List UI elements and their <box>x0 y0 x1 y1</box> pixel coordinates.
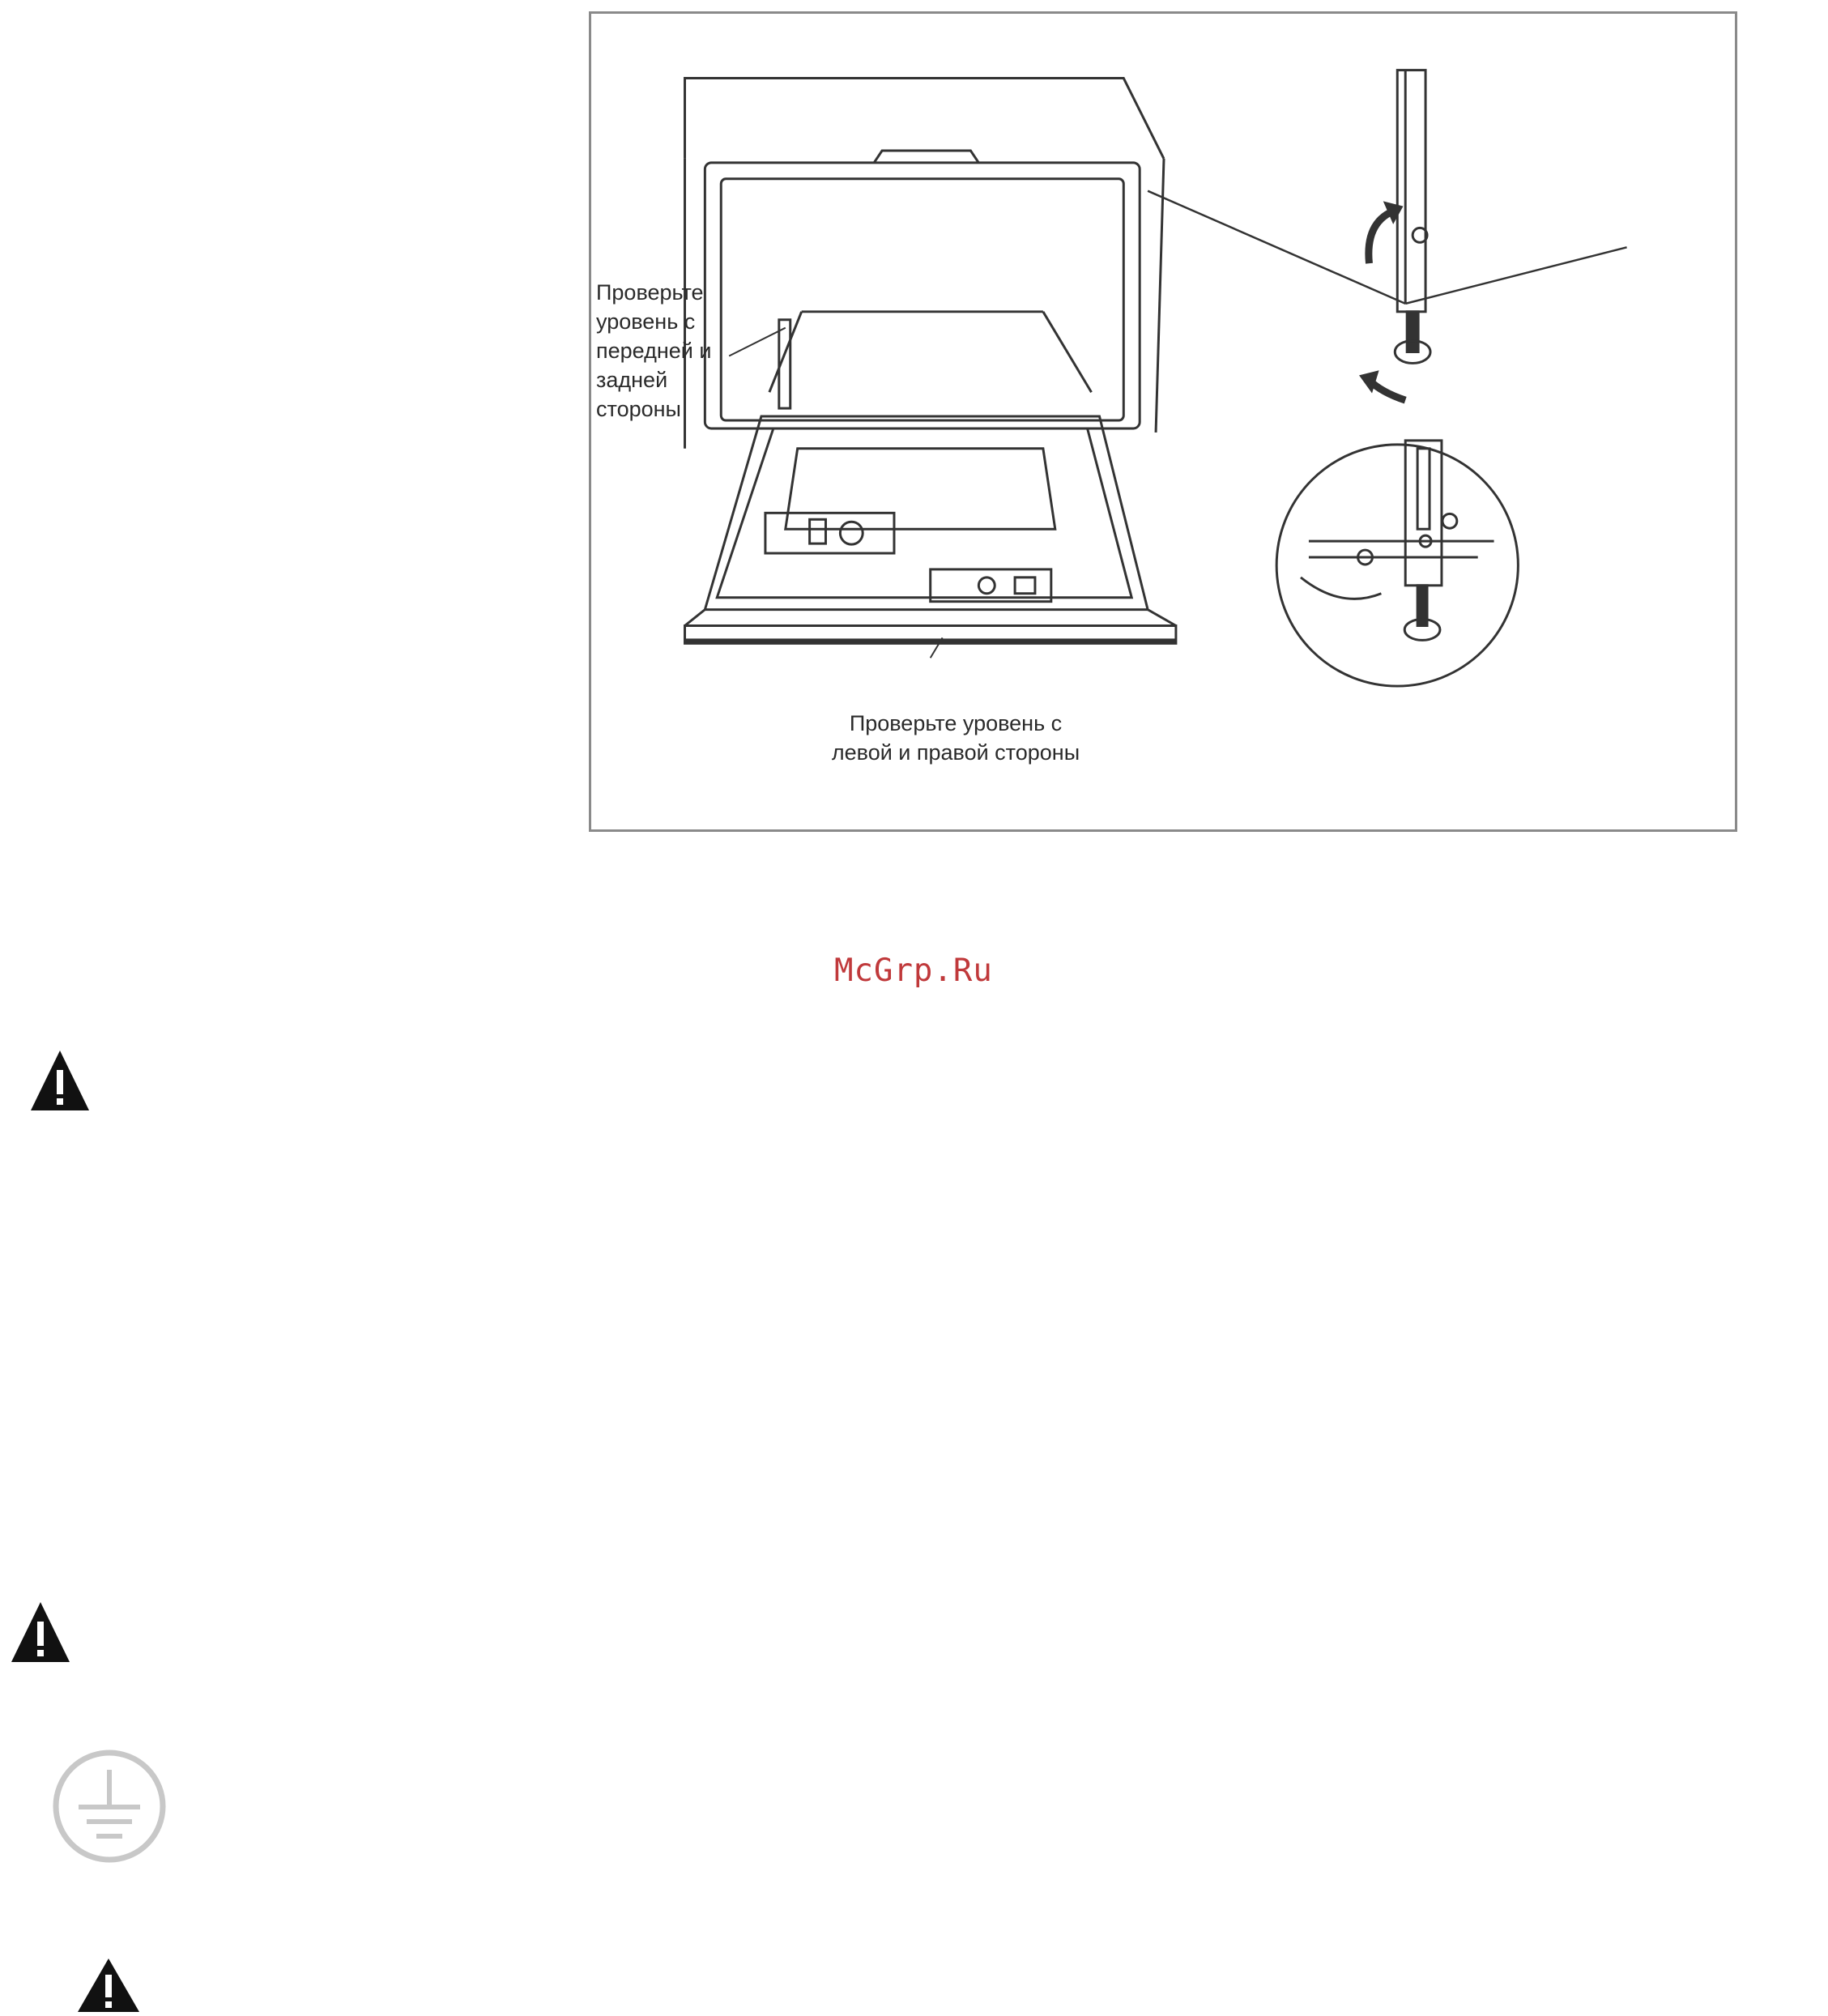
installation-figure <box>589 11 1737 832</box>
warning-triangle-icon <box>76 1957 141 2012</box>
label-check-left-right-level: Проверьте уровень с левой и правой стороны <box>831 711 1080 765</box>
watermark: McGrp.Ru <box>834 953 993 989</box>
ground-symbol-icon <box>50 1747 168 1865</box>
dishwasher-leveling-illustration <box>591 14 1735 829</box>
label-check-front-back-level: Проверьте уровень с передней и задней стороны <box>596 280 712 421</box>
warning-triangle-icon <box>8 1599 73 1665</box>
warning-triangle-icon <box>28 1047 92 1114</box>
